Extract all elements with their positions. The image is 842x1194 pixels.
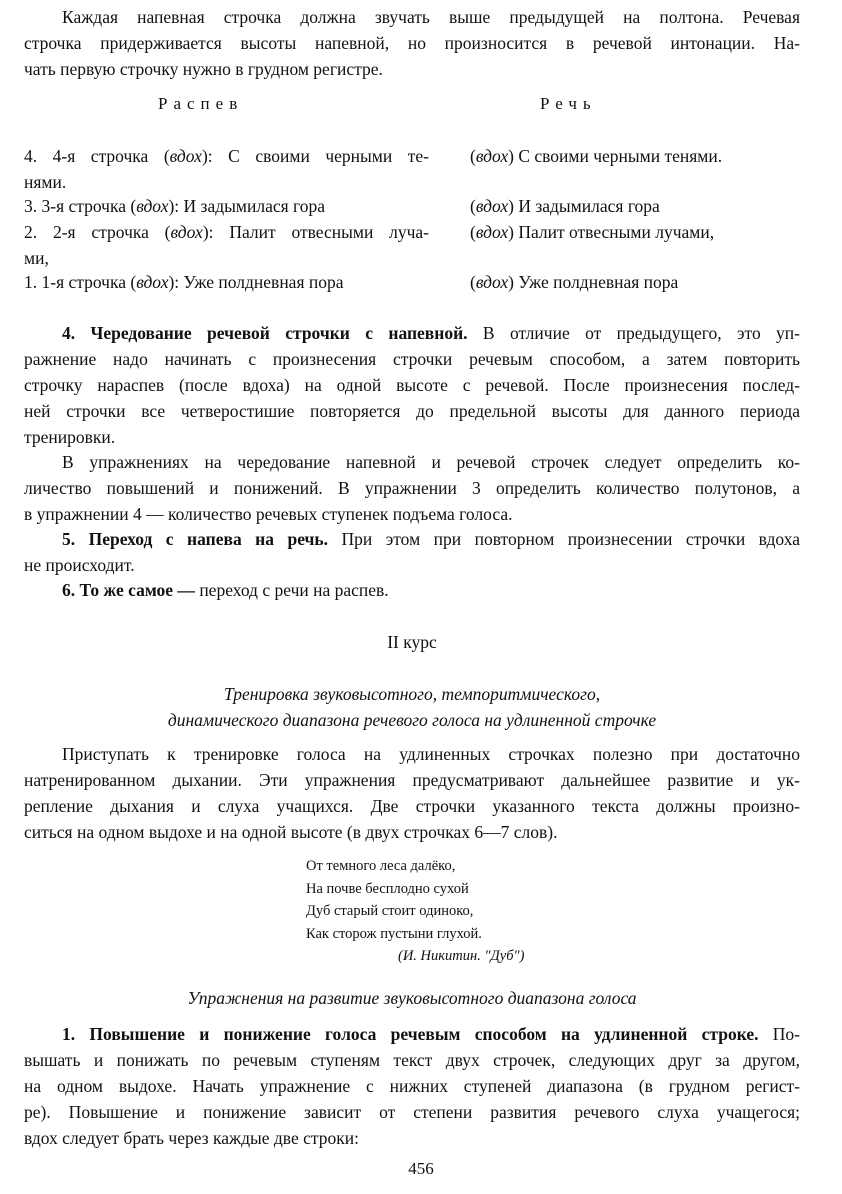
raspev-line-1: 1. 1-я строчка (вдох): Уже полдневная пора: [24, 272, 344, 292]
paragraph-1-long: 1. Повышение и понижение голоса речевым способом на удлиненной строке. По- вышать и понижать по речевым ступеням текст двух строчек, следующих друг за другом, на одном выдохе. Начать упражнение с нижних ступеней диапазона (в грудном регист- ре). Повышение и понижение зависит от степени развития речевого слуха учащегося; вдох следует брать через каждые две строки:: [24, 1024, 800, 1148]
column-header-rech: Речь: [540, 94, 597, 113]
raspev-line-4: 4. 4-я строчка (вдох): С своими черными те- нями.: [24, 146, 430, 192]
raspev-line-3: 3. 3-я строчка (вдох): И задымилася гора: [24, 196, 326, 216]
poem-line: Как сторож пустыни глухой.: [306, 925, 482, 942]
poem-line: Дуб старый стоит одиноко,: [306, 903, 474, 919]
poem-block: [306, 855, 524, 968]
intro-line-3: чать первую строчку нужно в грудном регистре.: [24, 59, 383, 79]
exercise-subtitle: Упражнения на развитие звуковысотного диапазона голоса: [187, 988, 637, 1008]
rech-line-4: (вдох) С своими черными тенями.: [470, 146, 723, 166]
paragraph-count: В упражнениях на чередование напевной и речевой строчек следует определить ко- личество повышений и понижений. В упражнении 3 определить количество полутонов, а в упражнении 4 — количество речевых ступенек подъема голоса.: [24, 452, 800, 524]
column-header-raspev: Распев: [158, 94, 244, 113]
paragraph-6: 6. То же самое — переход с речи на распев.: [62, 580, 389, 600]
page-number: 456: [408, 1159, 434, 1178]
paragraph-4: 4. Чередование речевой строчки с напевной. В отличие от предыдущего, это уп- ражнение надо начинать с произнесения строчки речевым способом, а затем повторить строчку нараспев (после вдоха) на одной высоте с речевой. После произнесения послед- ней строчки все четверостишие повторяется до предельной высоты для данного периода тренировки.: [24, 323, 800, 447]
intro-line-2: строчка придерживается высоты напевной, но произносится в речевой интонации. На-: [24, 33, 800, 53]
raspev-line-2: 2. 2-я строчка (вдох): Палит отвесными луча- ми,: [24, 222, 429, 268]
poem-line: От темного леса далёко,: [306, 858, 456, 874]
section-subtitle: Тренировка звуковысотного, темпоритмического, динамического диапазона речевого голоса на удлиненной строчке: [167, 684, 657, 730]
poem-attribution: (И. Никитин. "Дуб"): [398, 948, 525, 964]
paragraph-5-heading: 5. Переход с напева на речь.: [62, 529, 329, 549]
intro-paragraph: [24, 4, 800, 82]
paragraph-4-heading: 4. Чередование речевой строчки с напевной.: [62, 323, 468, 343]
paragraph-intro-2: Приступать к тренировке голоса на удлиненных строчках полезно при достаточно натренированном дыхании. Эти упражнения предусматривают дальнейшее развитие и ук- репление дыхания и слуха учащихся. Две строчки указанного текста должны произно- ситься на одном выдохе и на одной высоте (в двух строчках 6—7 слов).: [24, 744, 800, 842]
rech-line-2: (вдох) Палит отвесными лучами,: [470, 222, 715, 242]
paragraph-6-heading: 6. То же самое —: [62, 580, 195, 600]
paragraph-5: 5. Переход с напева на речь. При этом при повторном произнесении строчки вдоха не происходит.: [24, 529, 800, 575]
paragraph-1-heading: 1. Повышение и понижение голоса речевым способом на удлиненной строке.: [62, 1024, 759, 1044]
rech-line-3: (вдох) И задымилася гора: [470, 196, 660, 216]
course-heading: II курс: [387, 632, 437, 652]
rech-line-1: (вдох) Уже полдневная пора: [470, 272, 679, 292]
intro-line-1: Каждая напевная строчка должна звучать выше предыдущей на полтона. Речевая: [62, 7, 800, 27]
poem-line: На почве бесплодно сухой: [306, 880, 469, 897]
